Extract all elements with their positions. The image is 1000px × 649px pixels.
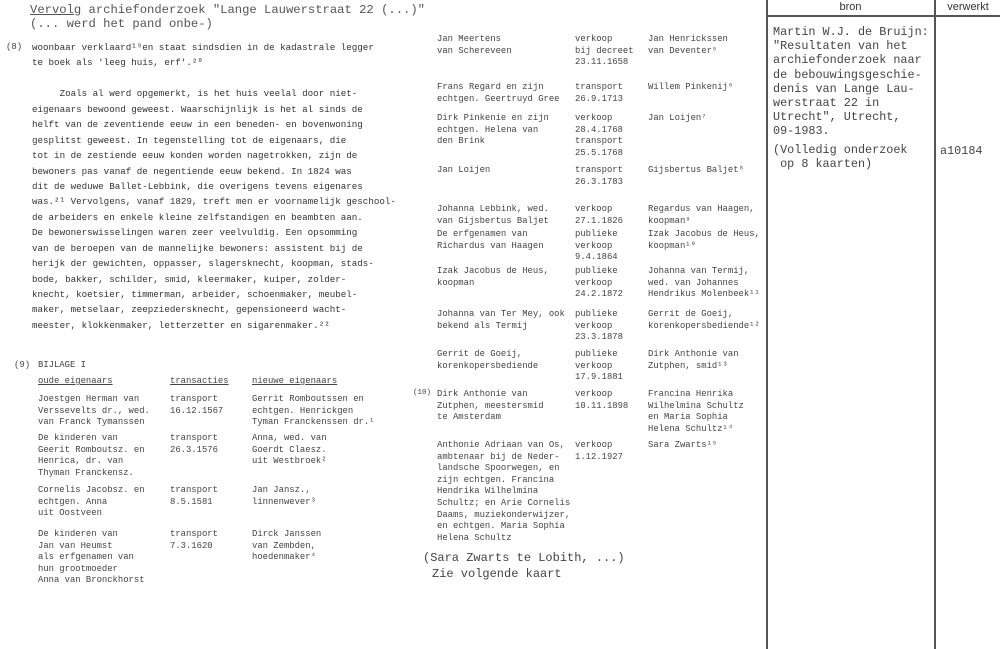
- body-line: bode, bakker, schilder, smid, kleermaker, kuiper, zolder-: [32, 273, 347, 285]
- column-header-source: bron: [839, 1, 862, 13]
- table-cell-old-owner: Joestgen Herman van Verssevelts dr., wed. van Franck Tymanssen: [38, 394, 150, 428]
- table-cell-transaction: verkoop 27.1.1826: [575, 204, 623, 226]
- table-cell-transaction: transport 26.9.1713: [575, 82, 623, 104]
- body-line: De bewonerswisselingen waren zeer veelvuldig. Een opsomming: [32, 227, 358, 239]
- body-line: eigenaars bewoond geweest. Waarschijnlijk is het al sinds de: [32, 103, 363, 115]
- table-cell-old-owner: Johanna Lebbink, wed. van Gijsbertus Baljet: [437, 204, 549, 226]
- table-cell-transaction: transport 26.3.1576: [170, 433, 218, 455]
- body-line: bewoners pas vanaf de negentiende eeuw bekend. In 1824 was: [32, 165, 352, 177]
- card-subtitle: (... werd het pand onbe-): [30, 17, 213, 31]
- body-line: woonbaar verklaard¹⁹en staat sindsdien in de kadastrale legger: [32, 42, 374, 53]
- next-card-note: Zie volgende kaart: [432, 567, 562, 581]
- table-cell-new-owner: Gerrit de Goeij, korenkopersbediende¹²: [648, 309, 760, 331]
- column-header-processed: verwerkt: [947, 1, 989, 13]
- table-cell-new-owner: Izak Jacobus de Heus, koopman¹⁰: [648, 229, 760, 251]
- header-new-owners: nieuwe eigenaars: [252, 376, 338, 386]
- table-cell-new-owner: Dirck Janssen van Zembden, hoedenmaker⁴: [252, 529, 322, 563]
- body-line: meester, klokkenmaker, letterzetter en sigarenmaker.²²: [32, 319, 330, 331]
- body-line: van de beroepen van de mannelijke bewoners: assistent bij de: [32, 242, 363, 254]
- panel-divider-middle: [934, 0, 936, 649]
- table-cell-new-owner: Sara Zwarts¹⁵: [648, 440, 718, 450]
- title-rest: archiefonderzoek "Lange Lauwerstraat 22 (...)": [81, 3, 425, 17]
- body-line: dit de weduwe Ballet-Lebbink, die overigens tevens eigenares: [32, 180, 363, 192]
- table-cell-transaction: verkoop bij decreet 23.11.1658: [575, 34, 634, 68]
- table-cell-old-owner: De erfgenamen van Richardus van Haagen: [437, 229, 544, 251]
- header-transactions: transacties: [170, 376, 229, 386]
- table-cell-new-owner: Gijsbertus Baljet⁸: [648, 165, 744, 175]
- table-cell-old-owner: Dirk Pinkenie en zijn echtgen. Helena van den Brink: [437, 113, 549, 147]
- table-cell-new-owner: Regardus van Haagen, koopman⁹: [648, 204, 755, 226]
- table-cell-old-owner: Frans Regard en zijn echtgen. Geertruyd Gree: [437, 82, 560, 104]
- table-cell-transaction: publieke verkoop 9.4.1864: [575, 229, 618, 263]
- body-line: maker, metselaar, zeepziedersknecht, gepensioneerd wacht-: [32, 304, 347, 316]
- table-cell-new-owner: Dirk Anthonie van Zutphen, smid¹³: [648, 349, 739, 371]
- table-cell-transaction: verkoop 28.4.1768 transport 25.5.1768: [575, 113, 623, 158]
- body-line: te boek als 'leeg huis, erf'.²⁰: [32, 57, 203, 69]
- table-cell-new-owner: Anna, wed. van Goerdt Claesz. uit Westbroek²: [252, 433, 327, 467]
- table-cell-transaction: verkoop 10.11.1898: [575, 389, 629, 411]
- table-cell-new-owner: Jan Henrickssen van Deventer⁵: [648, 34, 728, 56]
- body-line: knecht, koetsier, timmerman, arbeider, schoenmaker, meubel-: [32, 289, 358, 300]
- table-cell-new-owner: Jan Loijen⁷: [648, 113, 707, 123]
- marker-10: (10): [413, 389, 432, 397]
- table-cell-new-owner: Jan Jansz., linnenwever³: [252, 485, 316, 507]
- table-cell-old-owner: Izak Jacobus de Heus, koopman: [437, 266, 549, 288]
- table-cell-transaction: publieke verkoop 24.2.1872: [575, 266, 623, 300]
- body-line: Zoals al werd opgemerkt, is het huis veelal door niet-: [32, 88, 358, 100]
- card-title: [30, 3, 425, 17]
- table-cell-old-owner: Anthonie Adriaan van Os, ambtenaar bij de Neder- landsche Spoorwegen, en zijn echtgen. Francina Hendrika Wilhelmina Schultz; en Arie Cornelis Daams, muziekonderwijzer, en echtgen. Maria Sophia Helena Schultz: [437, 440, 571, 543]
- body-line: was.²¹ Vervolgens, vanaf 1829, treft men er voornamelijk geschool-: [32, 196, 396, 208]
- body-line: gesplitst geweest. In tegenstelling tot de eigenaars, die: [32, 134, 347, 146]
- header-old-owners: oude eigenaars: [38, 376, 113, 386]
- processed-code: a10184: [940, 144, 983, 158]
- table-cell-transaction: publieke verkoop 17.9.1881: [575, 349, 623, 383]
- continuation-note: (Sara Zwarts te Lobith, ...): [423, 551, 625, 565]
- source-citation: Martin W.J. de Bruijn: "Resultaten van het archiefonderzoek naar de bebouwingsgeschie- denis van Lange Lau- werstraat 22 in Utrecht", Utrecht, 09-1983.: [773, 25, 929, 139]
- table-cell-old-owner: Gerrit de Goeij, korenkopersbediende: [437, 349, 539, 371]
- table-cell-old-owner: Jan Loijen: [437, 165, 491, 175]
- table-cell-transaction: transport 7.3.1620: [170, 529, 218, 551]
- table-cell-old-owner: Johanna van Ter Mey, ook bekend als Termij: [437, 309, 565, 331]
- table-cell-new-owner: Willem Pinkenij⁶: [648, 82, 734, 92]
- table-cell-old-owner: Dirk Anthonie van Zutphen, meestersmid te Amsterdam: [437, 389, 544, 423]
- body-line: [32, 71, 396, 86]
- body-line: helft van de zeventiende eeuw in een beneden- en bovenwoning: [32, 119, 363, 131]
- body-text: [32, 40, 396, 333]
- table-cell-old-owner: De kinderen van Jan van Heumst als erfgenamen van hun grootmoeder Anna van Bronckhorst: [38, 529, 145, 586]
- table-cell-new-owner: Johanna van Termij, wed. van Johannes Hendrikus Molenbeek¹¹: [648, 266, 760, 300]
- appendix-title: BIJLAGE I: [38, 360, 86, 370]
- panel-divider-left: [766, 0, 768, 649]
- body-line: de arbeiders en enkele kleine zelfstandigen en beambten aan.: [32, 211, 363, 223]
- source-note: (Volledig onderzoek op 8 kaarten): [773, 143, 908, 172]
- table-cell-old-owner: De kinderen van Geerit Romboutsz. en Henrica, dr. van Thyman Franckensz.: [38, 433, 145, 478]
- table-cell-new-owner: Gerrit Romboutssen en echtgen. Henrickgen Tyman Franckenssen dr.¹: [252, 394, 375, 428]
- table-cell-transaction: transport 8.5.1581: [170, 485, 218, 507]
- table-cell-transaction: verkoop 1.12.1927: [575, 440, 623, 462]
- marker-8: (8): [6, 42, 23, 52]
- table-cell-old-owner: Cornelis Jacobsz. en echtgen. Anna uit Oostveen: [38, 485, 145, 519]
- marker-9: (9): [14, 360, 31, 370]
- table-cell-transaction: transport 16.12.1567: [170, 394, 224, 416]
- panel-header-rule: [766, 15, 1000, 17]
- title-underlined: Vervolg: [30, 3, 82, 17]
- table-cell-transaction: publieke verkoop 23.3.1878: [575, 309, 623, 343]
- body-line: herijk der gewichten, oppasser, slagersknecht, koopman, stads-: [32, 258, 374, 270]
- table-cell-new-owner: Francina Henrika Wilhelmina Schultz en Maria Sophia Helena Schultz¹⁴: [648, 389, 744, 434]
- body-line: tot in de zestiende eeuw konden worden nagetrokken, zijn de: [32, 150, 358, 162]
- table-cell-transaction: transport 26.3.1783: [575, 165, 623, 187]
- table-cell-old-owner: Jan Meertens van Schereveen: [437, 34, 512, 56]
